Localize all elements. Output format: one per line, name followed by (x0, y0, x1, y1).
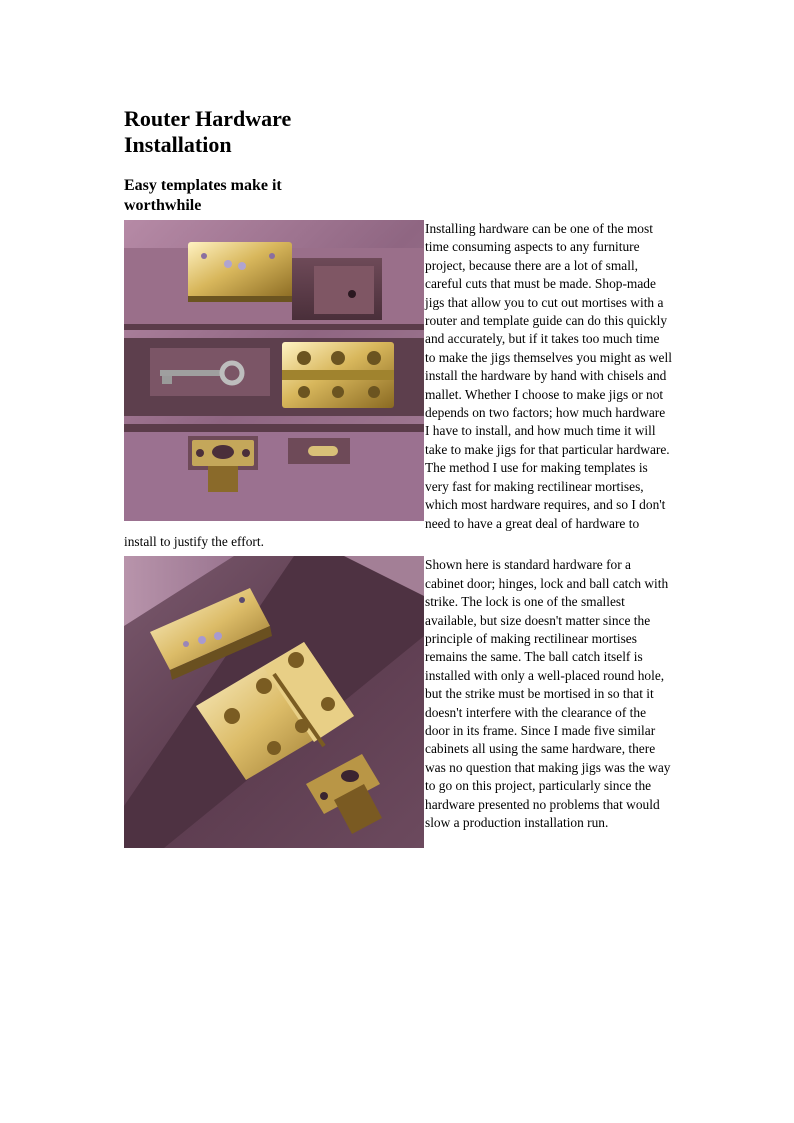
hardware-photo-2 (124, 556, 424, 848)
title-line-2: Installation (124, 132, 232, 157)
document-page (124, 106, 672, 855)
paragraph-1: Installing hardware can be one of the most time consuming aspects to any furniture project, because there are a lot of small, careful cuts that must be made. Shop-made jigs that allow you to cut out mortises with a router and template guide can do this quickly and accurately, but if it takes too much time to make the jigs themselves you might as well install the hardware by hand with chisels and mallet. Whether I choose to make jigs or not depends on two factors; how much hardware I have to install, and how much time it will take to make jigs for that particular hardware. The method I use for making templates is very fast for making rectilinear mortises, which most hardware requires, and so I don't need to have a great deal of hardware to install to justify the effort. (124, 221, 672, 549)
hardware-photo-1 (124, 220, 424, 521)
paragraph-2: Shown here is standard hardware for a cabinet door; hinges, lock and ball catch with strike. The lock is one of the smallest available, but size doesn't matter since the principle of making rectilinear mortises remains the same. The ball catch itself is installed with only a well-placed round hole, but the strike must be mortised in so that it doesn't interfere with the clearance of the door in its frame. Since I made five similar cabinets all using the same hardware, there was no question that making jigs was the way to go on this project, particularly since the hardware presented no problems that would slow a production installation run. (425, 557, 671, 830)
article-subtitle (124, 176, 672, 216)
subtitle-line-2: worthwhile (124, 197, 202, 214)
subtitle-line-1: Easy templates make it (124, 177, 282, 194)
paragraph-1-block (124, 220, 672, 551)
article-title (124, 106, 672, 158)
title-line-1: Router Hardware (124, 106, 292, 131)
paragraph-2-block (124, 556, 672, 855)
